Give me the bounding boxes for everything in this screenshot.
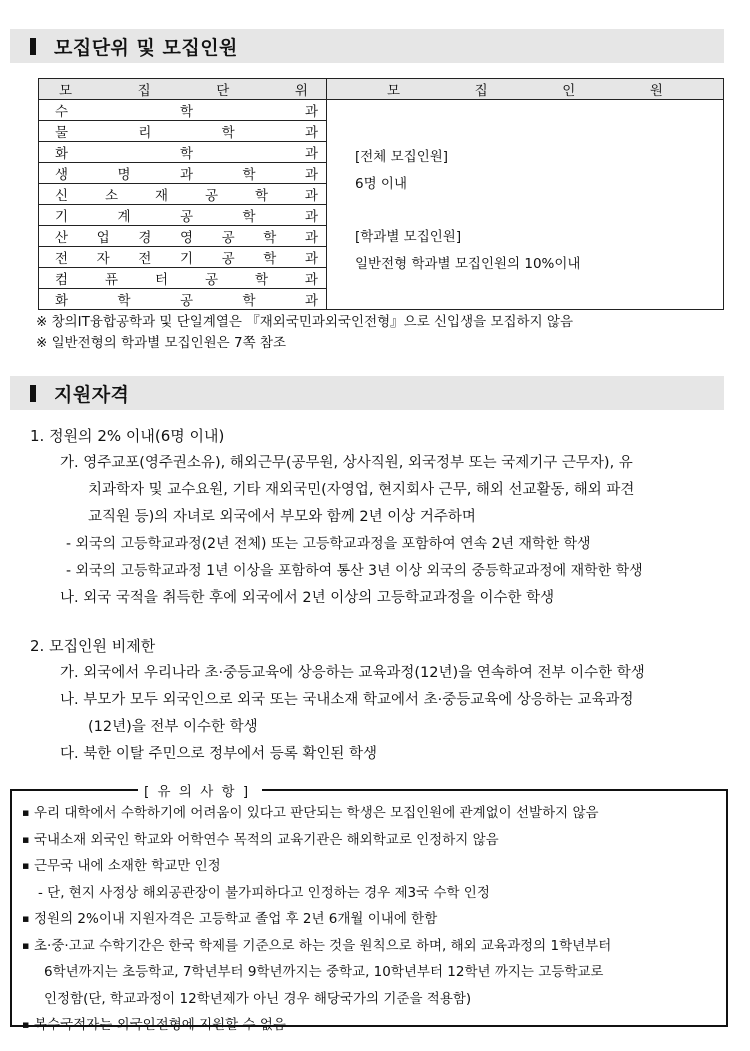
section-header-recruitment (10, 29, 724, 63)
total-quota-value: 6명 이내 (355, 176, 408, 192)
caution-list (34, 800, 724, 1039)
dept-quota-value: 일반전형 학과별 모집인원의 10%이내 (355, 256, 581, 272)
note-2: ※ 일반전형의 학과별 모집인원은 7쪽 참조 (36, 335, 287, 351)
caution-border (262, 789, 726, 791)
qual-subitem: - 외국의 고등학교과정(2년 전체) 또는 고등학교과정을 포함하여 연속 2년 재학한 학생 (66, 536, 591, 552)
qual-heading-2: 2. 모집인원 비제한 (30, 637, 156, 655)
caution-item: ▪ 정원의 2%이내 지원자격은 고등학교 졸업 후 2년 6개월 이내에 한함 (34, 906, 724, 933)
caution-item: ▪ 국내소재 외국인 학교와 어학연수 목적의 교육기관은 해외학교로 인정하지 않음 (34, 827, 724, 854)
qual-subitem: - 외국의 고등학교과정 1년 이상을 포함하여 통산 3년 이상 외국의 중등학교과정에 재학한 학생 (66, 563, 643, 579)
section-title: 모집단위 및 모집인원 (54, 36, 238, 59)
section-title: 지원자격 (54, 383, 130, 406)
qual-item: 나. 부모가 모두 외국인으로 외국 또는 국내소재 학교에서 초·중등교육에 상응하는 교육과정 (60, 692, 634, 708)
qual-heading-1: 1. 정원의 2% 이내(6명 이내) (30, 427, 225, 445)
header-dept: 모 집 단 위 (39, 79, 327, 100)
caution-item: ▪ 우리 대학에서 수학하기에 어려움이 있다고 판단되는 학생은 모집인원에 관계없이 선발하지 않음 (34, 800, 724, 827)
caution-subitem: - 단, 현지 사정상 해외공관장이 불가피하다고 인정하는 경우 제3국 수학 인정 (38, 884, 490, 901)
note-1: ※ 창의IT융합공학과 및 단일계열은 『재외국민과외국인전형』으로 신입생을 모집하지 않음 (36, 314, 574, 330)
caution-item-cont: 인정함(단, 학교과정이 12학년제가 아닌 경우 해당국가의 기준을 적용함) (44, 990, 472, 1007)
dept-cell: 신 소 재 공 학 과 (39, 184, 327, 205)
caution-border (10, 789, 138, 791)
total-quota-label: [전체 모집인원] (355, 149, 449, 165)
qual-item-cont: 치과학자 및 교수요원, 기타 재외국민(자영업, 현지회사 근무, 해외 선교활동, 해외 파견 (88, 482, 635, 498)
qual-item: 나. 외국 국적을 취득한 후에 외국에서 2년 이상의 고등학교과정을 이수한 학생 (60, 590, 555, 606)
dept-cell: 생 명 과 학 과 (39, 163, 327, 184)
qual-item: 가. 외국에서 우리나라 초·중등교육에 상응하는 교육과정(12년)을 연속하여 전부 이수한 학생 (60, 665, 645, 681)
caution-item: ▪ 근무국 내에 소재한 학교만 인정 (34, 853, 724, 880)
quota-cell (327, 100, 724, 310)
dept-quota-label: [학과별 모집인원] (355, 229, 462, 245)
dept-cell: 수 학 과 (39, 100, 327, 121)
qual-item: 가. 영주교포(영주권소유), 해외근무(공무원, 상사직원, 외국정부 또는 국제기구 근무자), 유 (60, 455, 633, 471)
dept-cell: 전 자 전 기 공 학 과 (39, 247, 327, 268)
table-header-row (39, 79, 724, 100)
dept-cell: 컴 퓨 터 공 학 과 (39, 268, 327, 289)
recruitment-table (38, 78, 724, 310)
dept-cell: 화 학 과 (39, 142, 327, 163)
section-header-qualification (10, 376, 724, 410)
dept-cell: 기 계 공 학 과 (39, 205, 327, 226)
dept-cell: 화 학 공 학 과 (39, 289, 327, 310)
table-row (39, 100, 724, 121)
dept-cell: 물 리 학 과 (39, 121, 327, 142)
qual-item-cont: 교직원 등)의 자녀로 외국에서 부모와 함께 2년 이상 거주하며 (88, 509, 476, 525)
section-marker-icon (30, 385, 36, 402)
caution-title: [ 유 의 사 항 ] (138, 780, 256, 800)
caution-item: ▪ 초·중·고교 수학기간은 한국 학제를 기준으로 하는 것을 원칙으로 하며, 해외 교육과정의 1학년부터 (34, 933, 724, 960)
qual-item: 다. 북한 이탈 주민으로 정부에서 등록 확인된 학생 (60, 746, 378, 762)
header-quota: 모 집 인 원 (327, 79, 724, 100)
section-marker-icon (30, 38, 36, 55)
caution-item: ▪ 복수국적자는 외국인전형에 지원할 수 없음 (34, 1012, 724, 1039)
dept-cell: 산 업 경 영 공 학 과 (39, 226, 327, 247)
qual-item-cont: (12년)을 전부 이수한 학생 (88, 719, 258, 735)
qualifications (30, 423, 730, 768)
caution-item-cont: 6학년까지는 초등학교, 7학년부터 9학년까지는 중학교, 10학년부터 12학년 까지는 고등학교로 (44, 964, 604, 980)
